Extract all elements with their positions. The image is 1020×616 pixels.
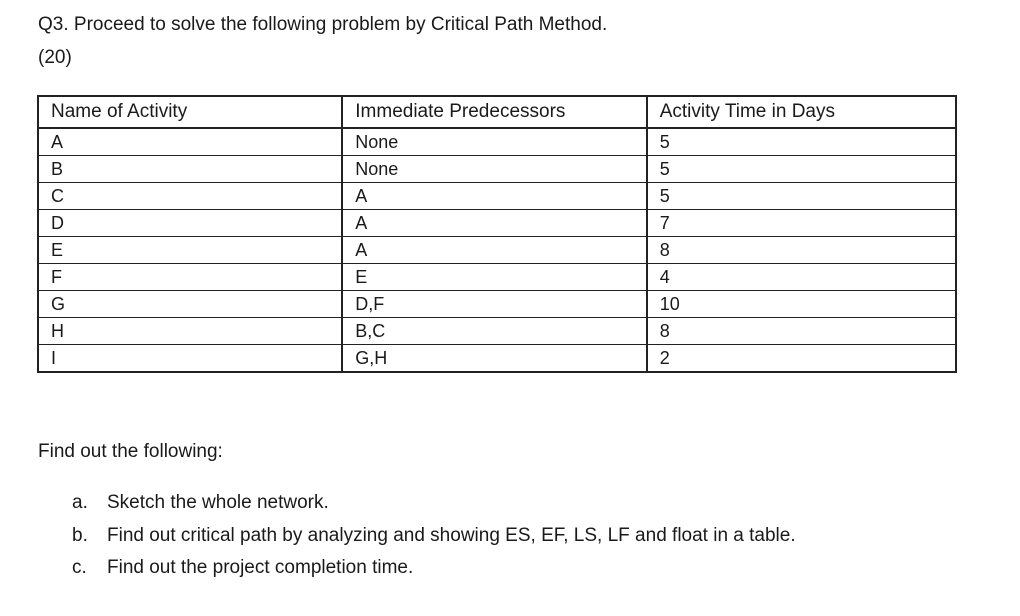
list-marker: c.: [72, 557, 87, 578]
task-list: [72, 490, 796, 588]
list-marker: b.: [72, 524, 88, 546]
find-title: Find out the following:: [38, 441, 223, 462]
activity-name: E: [38, 237, 342, 264]
list-item: [72, 523, 796, 556]
activity-name: B: [38, 156, 342, 183]
list-item-text: Find out critical path by analyzing and showing ES, EF, LS, LF and float in a table.: [107, 524, 796, 546]
activity-predecessors: None: [342, 128, 646, 156]
list-marker: a.: [72, 492, 88, 513]
table-row: [38, 210, 956, 237]
activity-name: C: [38, 183, 342, 210]
activity-name: I: [38, 345, 342, 373]
list-item-text: Sketch the whole network.: [107, 492, 329, 513]
table-row: [38, 128, 956, 156]
activity-predecessors: None: [342, 156, 646, 183]
activity-predecessors: D,F: [342, 291, 646, 318]
activity-predecessors: G,H: [342, 345, 646, 373]
activity-name: H: [38, 318, 342, 345]
question-marks: (20): [38, 47, 72, 68]
list-item-text: Find out the project completion time.: [107, 557, 414, 578]
activity-predecessors: E: [342, 264, 646, 291]
activity-name: F: [38, 264, 342, 291]
activity-time: 8: [647, 318, 956, 345]
activity-name: A: [38, 128, 342, 156]
table-row: [38, 183, 956, 210]
activity-predecessors: A: [342, 183, 646, 210]
activity-predecessors: A: [342, 210, 646, 237]
activity-time: 5: [647, 156, 956, 183]
activity-time: 8: [647, 237, 956, 264]
question-title: Q3. Proceed to solve the following problem by Critical Path Method.: [38, 14, 608, 35]
activity-predecessors: A: [342, 237, 646, 264]
table-header-row: [38, 96, 956, 128]
table-row: [38, 345, 956, 373]
activity-name: D: [38, 210, 342, 237]
header-activity-name: Name of Activity: [38, 96, 342, 128]
activity-time: 7: [647, 210, 956, 237]
activity-predecessors: B,C: [342, 318, 646, 345]
activity-time: 5: [647, 183, 956, 210]
table-row: [38, 291, 956, 318]
activity-table: [37, 95, 957, 373]
activity-time: 10: [647, 291, 956, 318]
header-predecessors: Immediate Predecessors: [342, 96, 646, 128]
table-row: [38, 264, 956, 291]
list-item: [72, 490, 796, 523]
header-activity-time: Activity Time in Days: [647, 96, 956, 128]
activity-time: 4: [647, 264, 956, 291]
table-row: [38, 318, 956, 345]
list-item: [72, 555, 796, 588]
activity-time: 5: [647, 128, 956, 156]
activity-time: 2: [647, 345, 956, 373]
table-row: [38, 237, 956, 264]
activity-name: G: [38, 291, 342, 318]
table-row: [38, 156, 956, 183]
